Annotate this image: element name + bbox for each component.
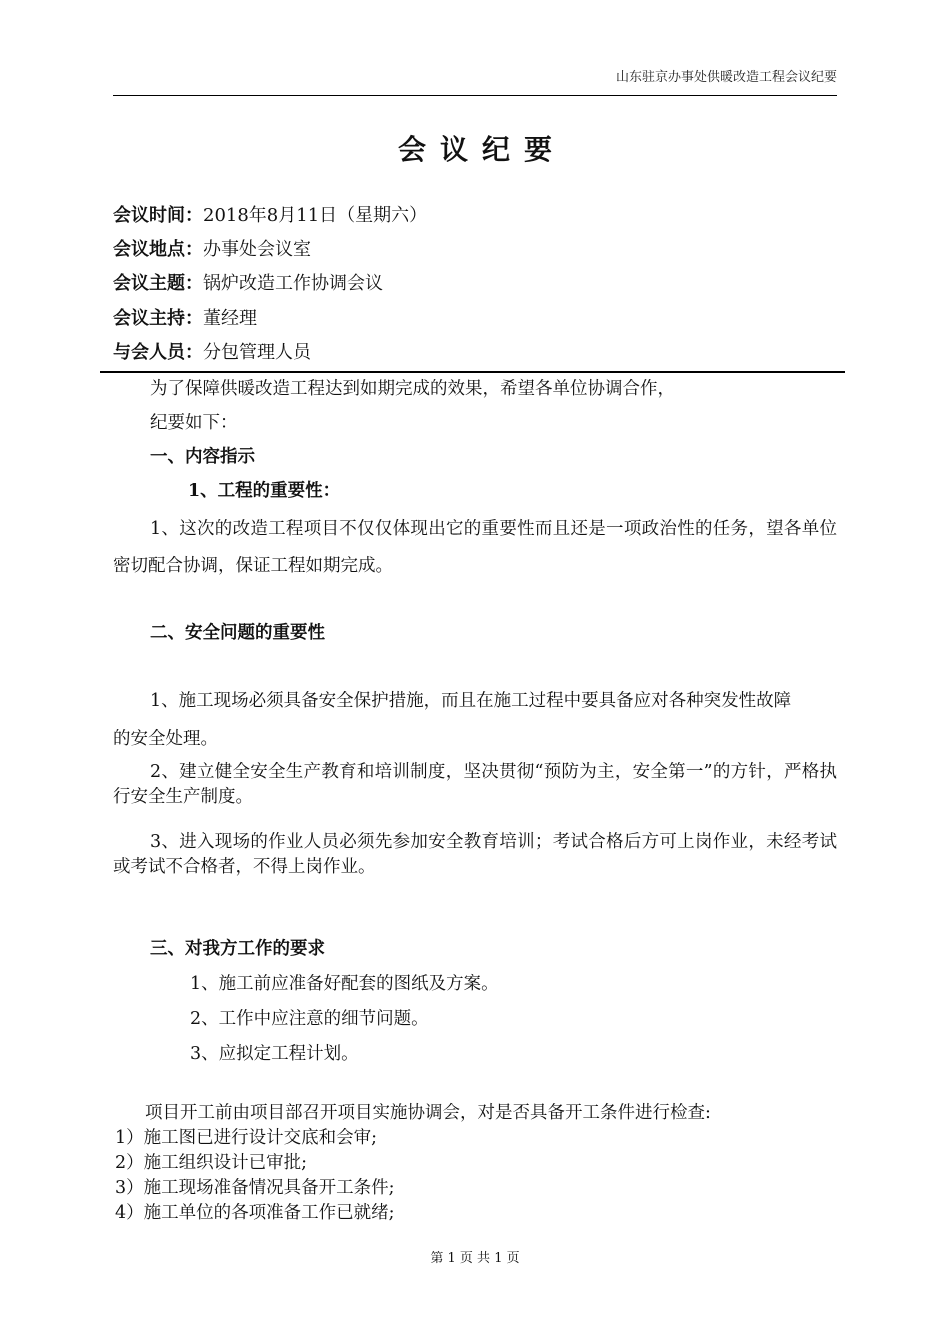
- meeting-host-label: 会议主持：: [113, 308, 203, 329]
- intro-line-2: 纪要如下：: [150, 413, 238, 433]
- section-2-paragraph-1-line-2: 的安全处理。: [113, 729, 218, 749]
- section-3-heading: 三、对我方工作的要求: [150, 939, 325, 959]
- meeting-time-value: 2018年8月11日（星期六）: [203, 205, 428, 226]
- section-2-paragraph-3: 3、进入现场的作业人员必须先参加安全教育培训；考试合格后方可上岗作业，未经考试或考试不合格者，不得上岗作业。: [113, 832, 837, 877]
- meeting-topic-value: 锅炉改造工作协调会议: [203, 273, 383, 294]
- meeting-time-row: [113, 201, 427, 227]
- header-rule: [113, 95, 837, 96]
- meeting-location-row: [113, 235, 311, 261]
- section-3-item-1: 1、施工前应准备好配套的图纸及方案。: [190, 974, 499, 994]
- meeting-host-value: 董经理: [203, 308, 257, 329]
- info-divider: [100, 371, 845, 373]
- meeting-topic-label: 会议主题：: [113, 273, 203, 294]
- meeting-host-row: [113, 304, 257, 330]
- section-3-item-3: 3、应拟定工程计划。: [190, 1044, 359, 1064]
- meeting-time-label: 会议时间：: [113, 205, 203, 226]
- section-1-subheading: 1、工程的重要性：: [188, 481, 341, 501]
- checklist-item-4: 4）施工单位的各项准备工作已就绪;: [115, 1203, 395, 1223]
- section-2-paragraph-1-line-1: 1、施工现场必须具备安全保护措施，而且在施工过程中要具备应对各种突发性故障: [150, 691, 792, 711]
- meeting-location-value: 办事处会议室: [203, 239, 311, 260]
- document-title: 会议纪要: [397, 133, 566, 166]
- page-number-footer: 第 1 页 共 1 页: [430, 1251, 520, 1266]
- running-header: 山东驻京办事处供暖改造工程会议纪要: [615, 70, 837, 85]
- checklist-intro: 项目开工前由项目部召开项目实施协调会，对是否具备开工条件进行检查:: [145, 1103, 711, 1123]
- checklist-item-1: 1）施工图已进行设计交底和会审;: [115, 1128, 378, 1148]
- meeting-attendees-value: 分包管理人员: [203, 342, 311, 363]
- checklist-item-2: 2）施工组织设计已审批;: [115, 1153, 308, 1173]
- meeting-topic-row: [113, 269, 383, 295]
- checklist-item-3: 3）施工现场准备情况具备开工条件;: [115, 1178, 395, 1198]
- section-1-paragraph: 1、这次的改造工程项目不仅仅体现出它的重要性而且还是一项政治性的任务，望各单位密切配合协调，保证工程如期完成。: [113, 519, 837, 576]
- meeting-attendees-label: 与会人员：: [113, 342, 203, 363]
- section-2-paragraph-2: 2、建立健全安全生产教育和培训制度，坚决贯彻“预防为主，安全第一”的方针，严格执行安全生产制度。: [113, 762, 837, 807]
- section-3-item-2: 2、工作中应注意的细节问题。: [190, 1009, 429, 1029]
- meeting-location-label: 会议地点：: [113, 239, 203, 260]
- section-2-heading: 二、安全问题的重要性: [150, 623, 325, 643]
- section-1-heading: 一、内容指示: [150, 447, 255, 467]
- meeting-attendees-row: [113, 338, 311, 364]
- intro-line-1: 为了保障供暖改造工程达到如期完成的效果，希望各单位协调合作，: [150, 379, 675, 399]
